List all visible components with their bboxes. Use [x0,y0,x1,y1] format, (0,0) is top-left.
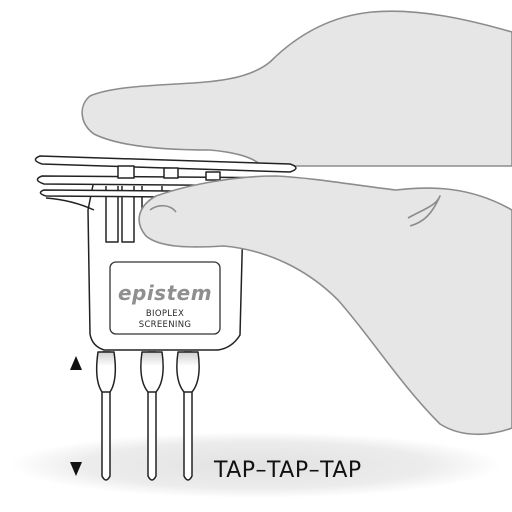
label-line-1: BIOPLEX [145,309,185,319]
label-line-2: SCREENING [138,320,192,330]
hand-back [82,11,512,166]
arrow-up-icon [70,356,82,370]
brand-logo: epistem [117,281,213,305]
instruction-caption: TAP–TAP–TAP [214,458,362,483]
